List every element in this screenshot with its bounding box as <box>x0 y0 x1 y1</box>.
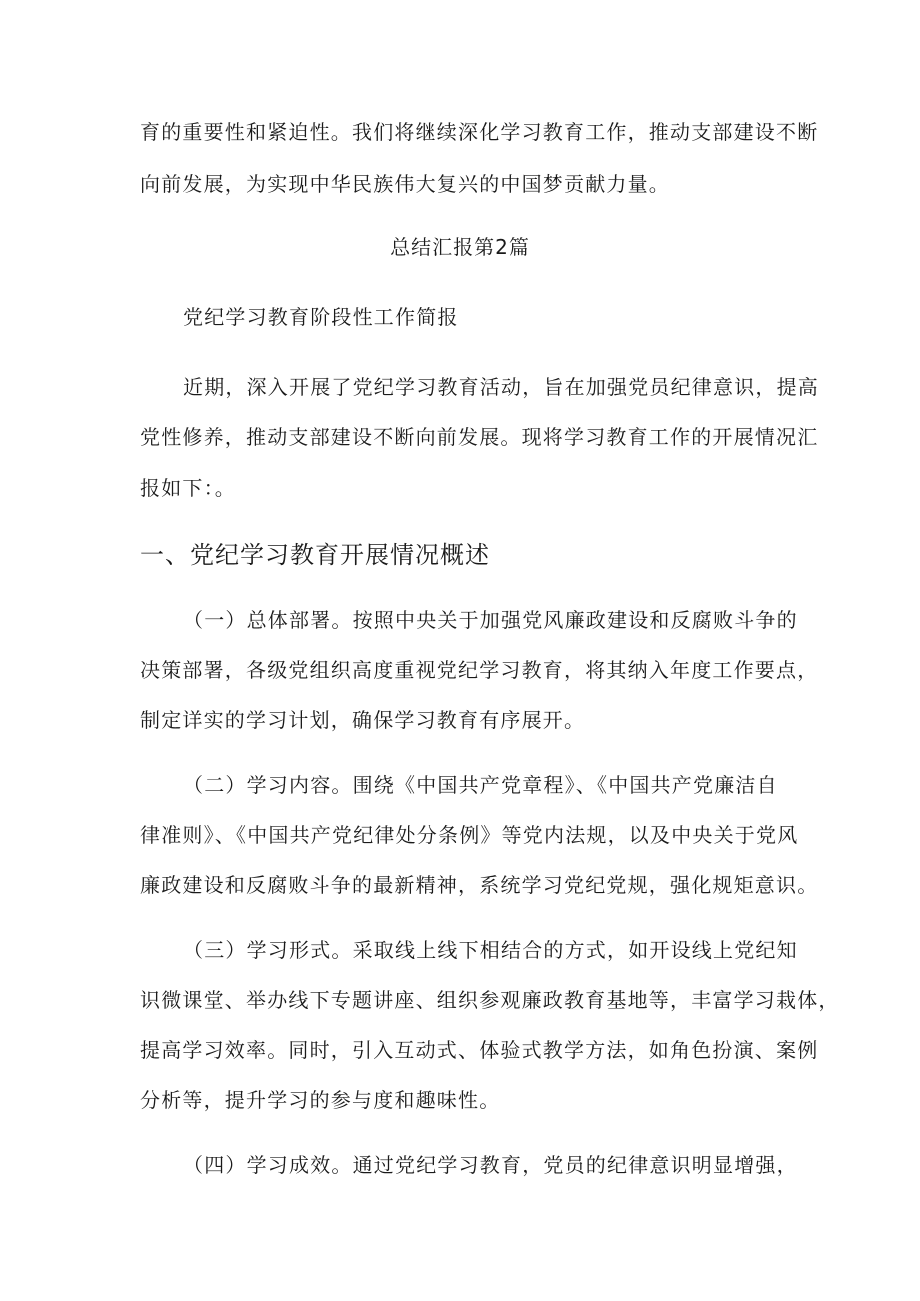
section-title: 总结汇报第2篇 <box>390 235 530 259</box>
opening-line-3: 报如下：。 <box>140 476 236 500</box>
para-3-line-4: 分析等，提升学习的参与度和趣味性。 <box>140 1088 501 1112</box>
para-2-line-1: （二）学习内容。围绕《中国共产党章程》、《中国共产党廉洁自 <box>183 773 778 797</box>
para-1-line-2: 决策部署，各级党组织高度重视党纪学习教育，将其纳入年度工作要点， <box>140 658 819 682</box>
para-2-line-3: 廉政建设和反腐败斗争的最新精神，系统学习党纪党规，强化规矩意识。 <box>140 873 819 897</box>
opening-line-1: 近期，深入开展了党纪学习教育活动，旨在加强党员纪律意识，提高 <box>183 375 819 399</box>
opening-line-2: 党性修养，推动支部建设不断向前发展。现将学习教育工作的开展情况汇 <box>140 425 819 449</box>
para-1-line-1: （一）总体部署。按照中央关于加强党风廉政建设和反腐败斗争的 <box>183 608 798 632</box>
para-3-line-3: 提高学习效率。同时，引入互动式、体验式教学方法，如角色扮演、案例 <box>140 1038 819 1062</box>
para-3-line-1: （三）学习形式。采取线上线下相结合的方式，如开设线上党纪知 <box>183 938 798 962</box>
para-4-line-1: （四）学习成效。通过党纪学习教育，党员的纪律意识明显增强， <box>183 1153 798 1177</box>
para-2-line-2: 律准则》、《中国共产党纪律处分条例》等党内法规，以及中央关于党风 <box>140 823 799 847</box>
report-title: 党纪学习教育阶段性工作简报 <box>183 305 459 329</box>
para-3-line-2: 识微课堂、举办线下专题讲座、组织参观廉政教育基地等，丰富学习栽体， <box>140 988 840 1012</box>
intro-line-1: 育的重要性和紧迫性。我们将继续深化学习教育工作，推动支部建设不断 <box>140 120 819 144</box>
para-1-line-3: 制定详实的学习计划，确保学习教育有序展开。 <box>140 708 586 732</box>
heading-overview: 一、党纪学习教育开展情况概述 <box>140 541 490 569</box>
intro-line-2: 向前发展，为实现中华民族伟大复兴的中国梦贡献力量。 <box>140 172 670 196</box>
